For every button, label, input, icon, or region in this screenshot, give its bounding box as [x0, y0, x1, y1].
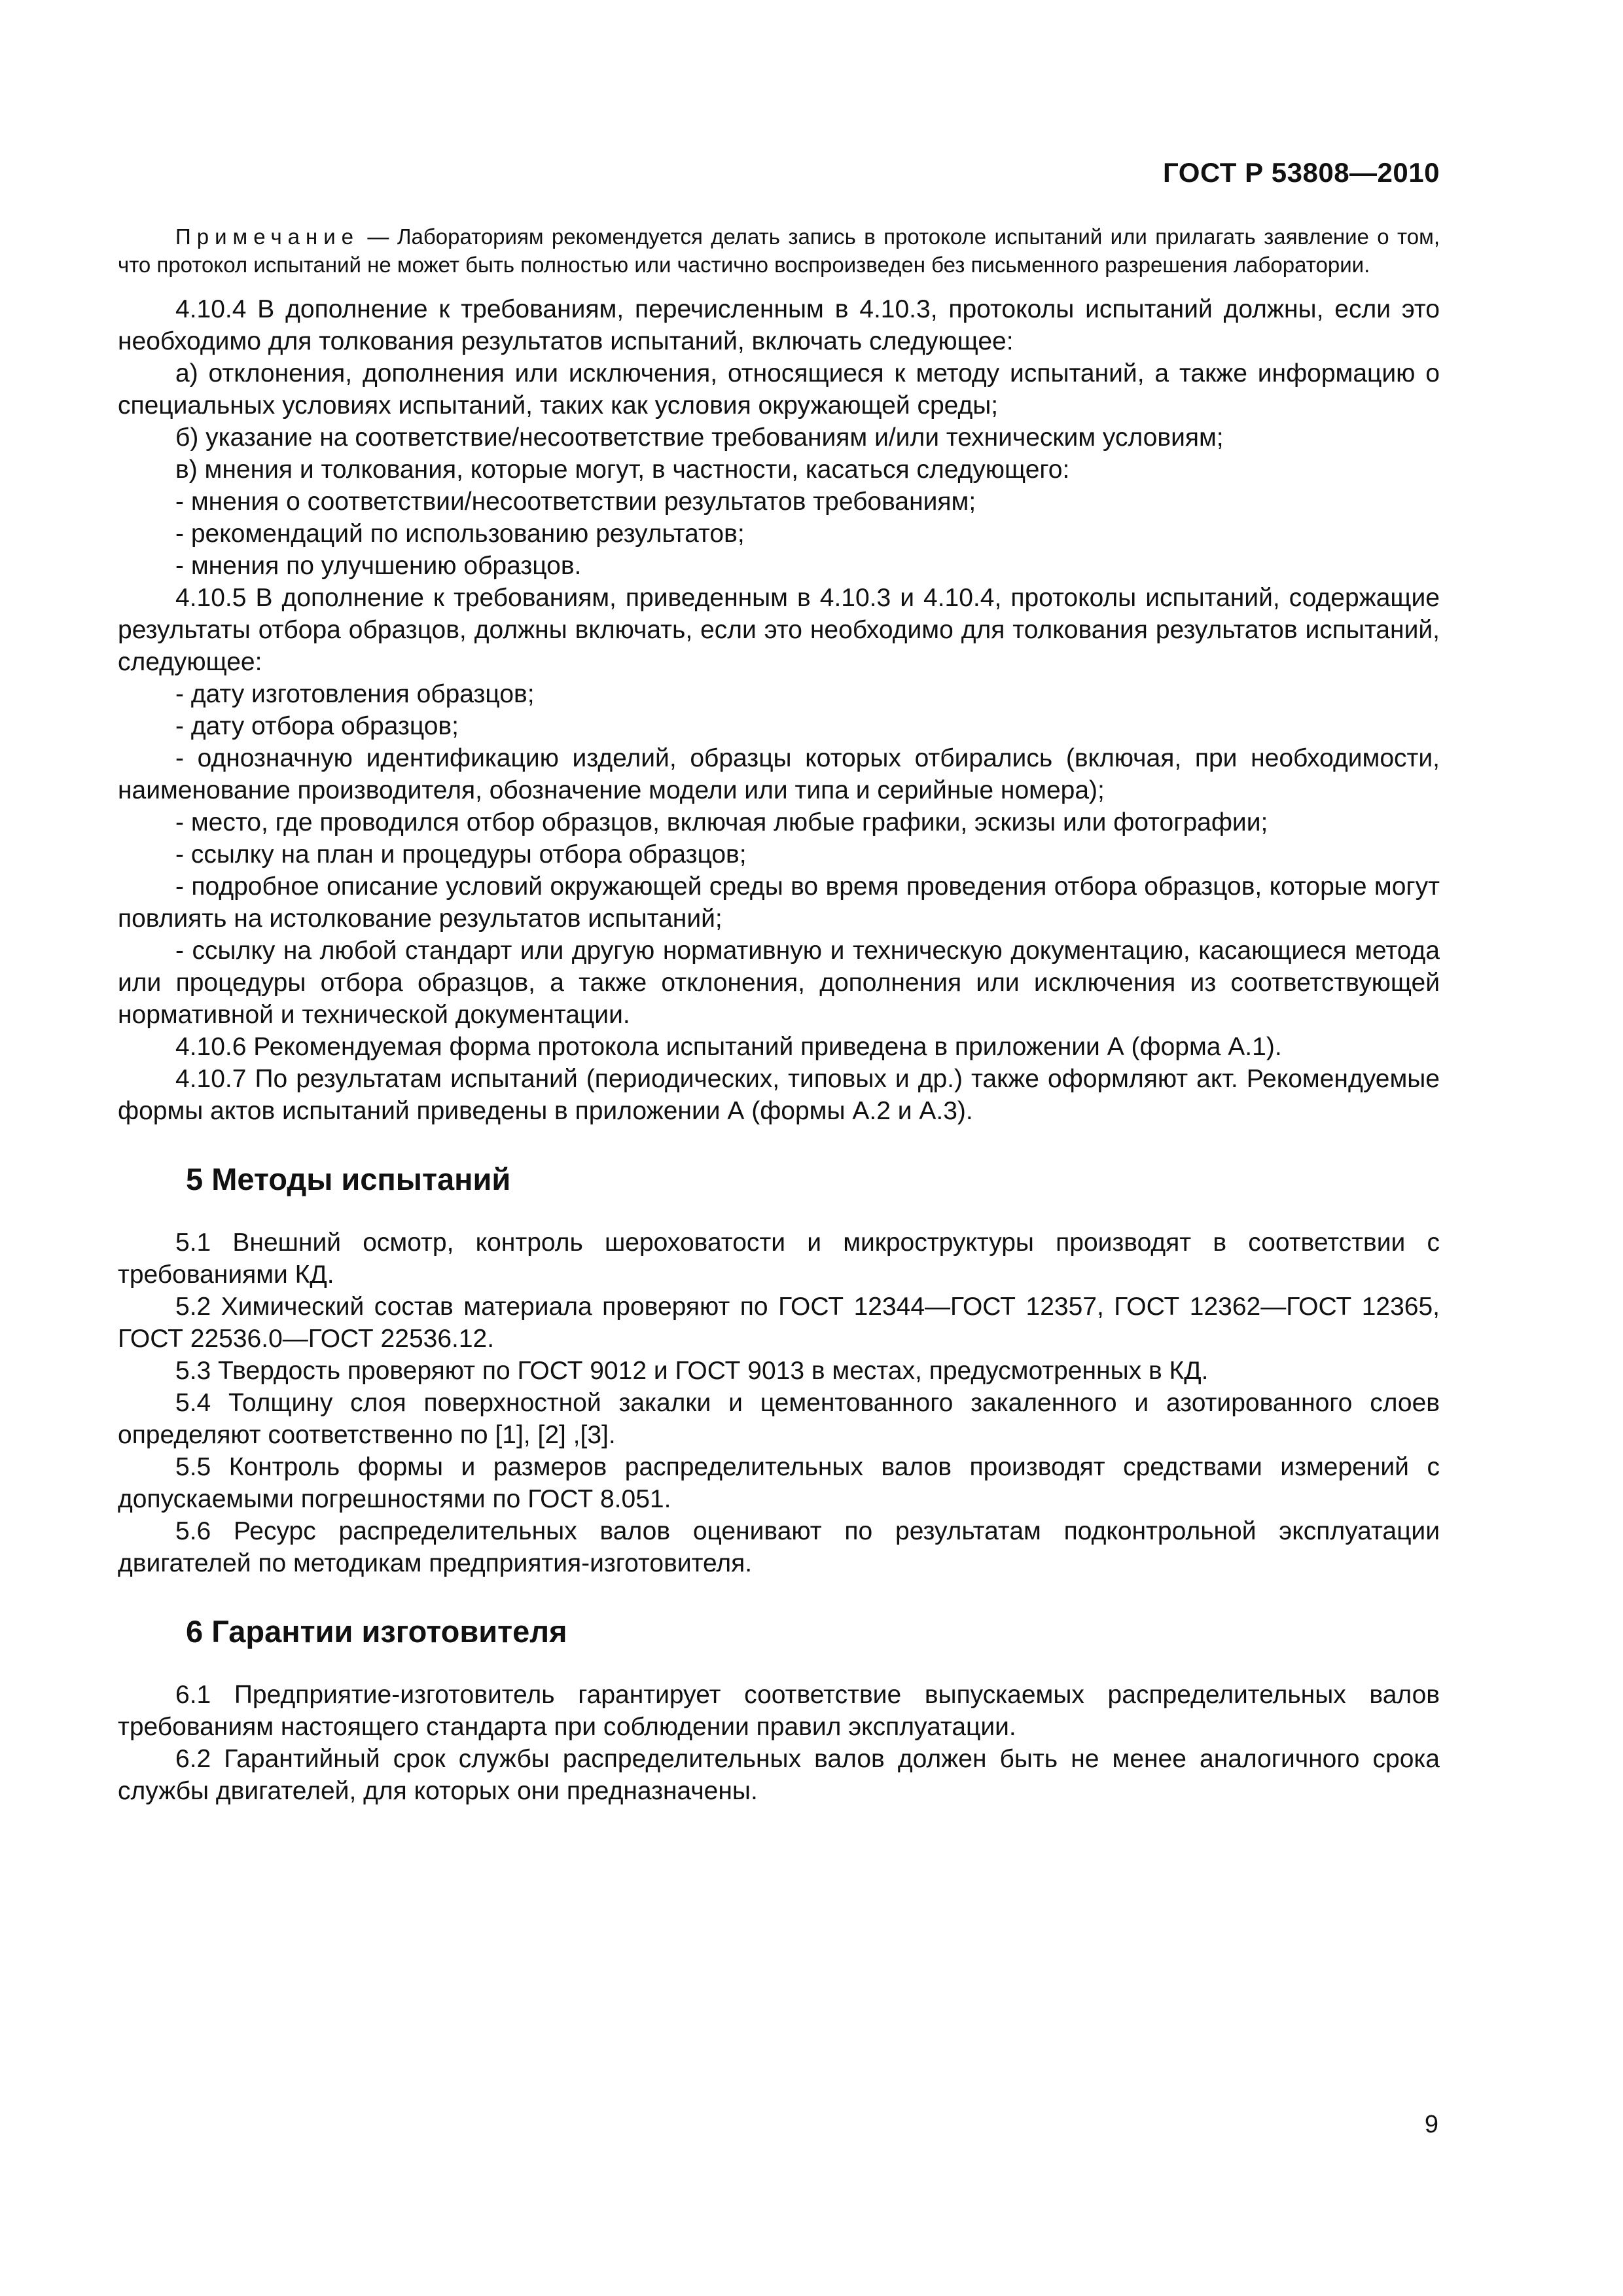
clause-6-1: 6.1 Предприятие-изготовитель гарантирует соответствие выпускаемых распределительных валов требованиям настоящего стандарта при соблюдении правил эксплуатации.: [118, 1681, 1440, 1741]
clause-5-4: 5.4 Толщину слоя поверхностной закалки и цементованного закаленного и азотированного слоев определяют соответственно по [1], [2] ,[3].: [118, 1389, 1440, 1449]
list-item: - мнения по улучшению образцов.: [175, 552, 582, 580]
section-5-heading: 5 Методы испытаний: [186, 1162, 511, 1196]
list-item: - однозначную идентификацию изделий, образцы которых отбирались (включая, при необходимости, наименование производителя, обозначение модели или типа и серийные номера);: [118, 744, 1440, 804]
clause-4-10-5: 4.10.5 В дополнение к требованиям, приведенным в 4.10.3 и 4.10.4, протоколы испытаний, содержащие результаты отбора образцов, должны включать, если это необходимо для толкования результатов испытаний, следующее:: [118, 584, 1440, 676]
clause-5-2: 5.2 Химический состав материала проверяют по ГОСТ 12344—ГОСТ 12357, ГОСТ 12362—ГОСТ 12365, ГОСТ 22536.0—ГОСТ 22536.12.: [118, 1293, 1440, 1353]
note-lead: Примечание: [175, 224, 360, 249]
list-item: - дату отбора образцов;: [175, 712, 459, 740]
list-item: - ссылку на любой стандарт или другую нормативную и техническую документацию, касающиеся метода или процедуры отбора образцов, а также отклонения, дополнения или исключения из соответствующей нормативной и технической документации.: [118, 937, 1440, 1029]
list-item: - рекомендаций по использованию результатов;: [175, 520, 745, 548]
clause-5-1: 5.1 Внешний осмотр, контроль шероховатости и микроструктуры производят в соответствии с требованиями КД.: [118, 1229, 1440, 1289]
clause-5-5: 5.5 Контроль формы и размеров распределительных валов производят средствами измерений с допускаемыми погрешностями по ГОСТ 8.051.: [118, 1453, 1440, 1513]
page-number: 9: [1424, 2111, 1438, 2138]
list-item: - ссылку на план и процедуры отбора образцов;: [175, 840, 747, 869]
document-body: [118, 223, 1440, 1807]
clause-4-10-4: 4.10.4 В дополнение к требованиям, перечисленным в 4.10.3, протоколы испытаний должны, если это необходимо для толкования результатов испытаний, включать следующее:: [118, 295, 1440, 355]
clause-6-2: 6.2 Гарантийный срок службы распределительных валов должен быть не менее аналогичного срока службы двигателей, для которых они предназначены.: [118, 1745, 1440, 1805]
clause-5-6: 5.6 Ресурс распределительных валов оценивают по результатам подконтрольной эксплуатации двигателей по методикам предприятия-изготовителя.: [118, 1517, 1440, 1577]
clause-4-10-4-item-v: в) мнения и толкования, которые могут, в частности, касаться следующего:: [175, 456, 1070, 484]
document-code-header: ГОСТ Р 53808—2010: [1163, 157, 1440, 188]
clause-4-10-4-item-a: а) отклонения, дополнения или исключения, относящиеся к методу испытаний, а также информацию о специальных условиях испытаний, таких как условия окружающей среды;: [118, 359, 1440, 420]
list-item: - дату изготовления образцов;: [175, 680, 535, 708]
list-item: - мнения о соответствии/несоответствии результатов требованиям;: [175, 488, 976, 516]
clause-4-10-6: 4.10.6 Рекомендуемая форма протокола испытаний приведена в приложении А (форма А.1).: [175, 1033, 1282, 1061]
clause-4-10-7: 4.10.7 По результатам испытаний (периодических, типовых и др.) также оформляют акт. Рекомендуемые формы актов испытаний приведены в приложении А (формы А.2 и А.3).: [118, 1065, 1440, 1125]
note-text: — Лабораториям рекомендуется делать запись в протоколе испытаний или прилагать заявление о том, что протокол испытаний не может быть полностью или частично воспроизведен без письменного разрешения лаборатории.: [118, 224, 1440, 277]
list-item: - подробное описание условий окружающей среды во время проведения отбора образцов, которые могут повлиять на истолкование результатов испытаний;: [118, 872, 1440, 933]
clause-4-10-4-item-b: б) указание на соответствие/несоответствие требованиям и/или техническим условиям;: [175, 423, 1224, 452]
list-item: - место, где проводился отбор образцов, включая любые графики, эскизы или фотографии;: [175, 808, 1268, 836]
section-6-heading: 6 Гарантии изготовителя: [186, 1614, 567, 1649]
clause-5-3: 5.3 Твердость проверяют по ГОСТ 9012 и ГОСТ 9013 в местах, предусмотренных в КД.: [175, 1357, 1209, 1385]
note-paragraph: [118, 223, 1440, 279]
